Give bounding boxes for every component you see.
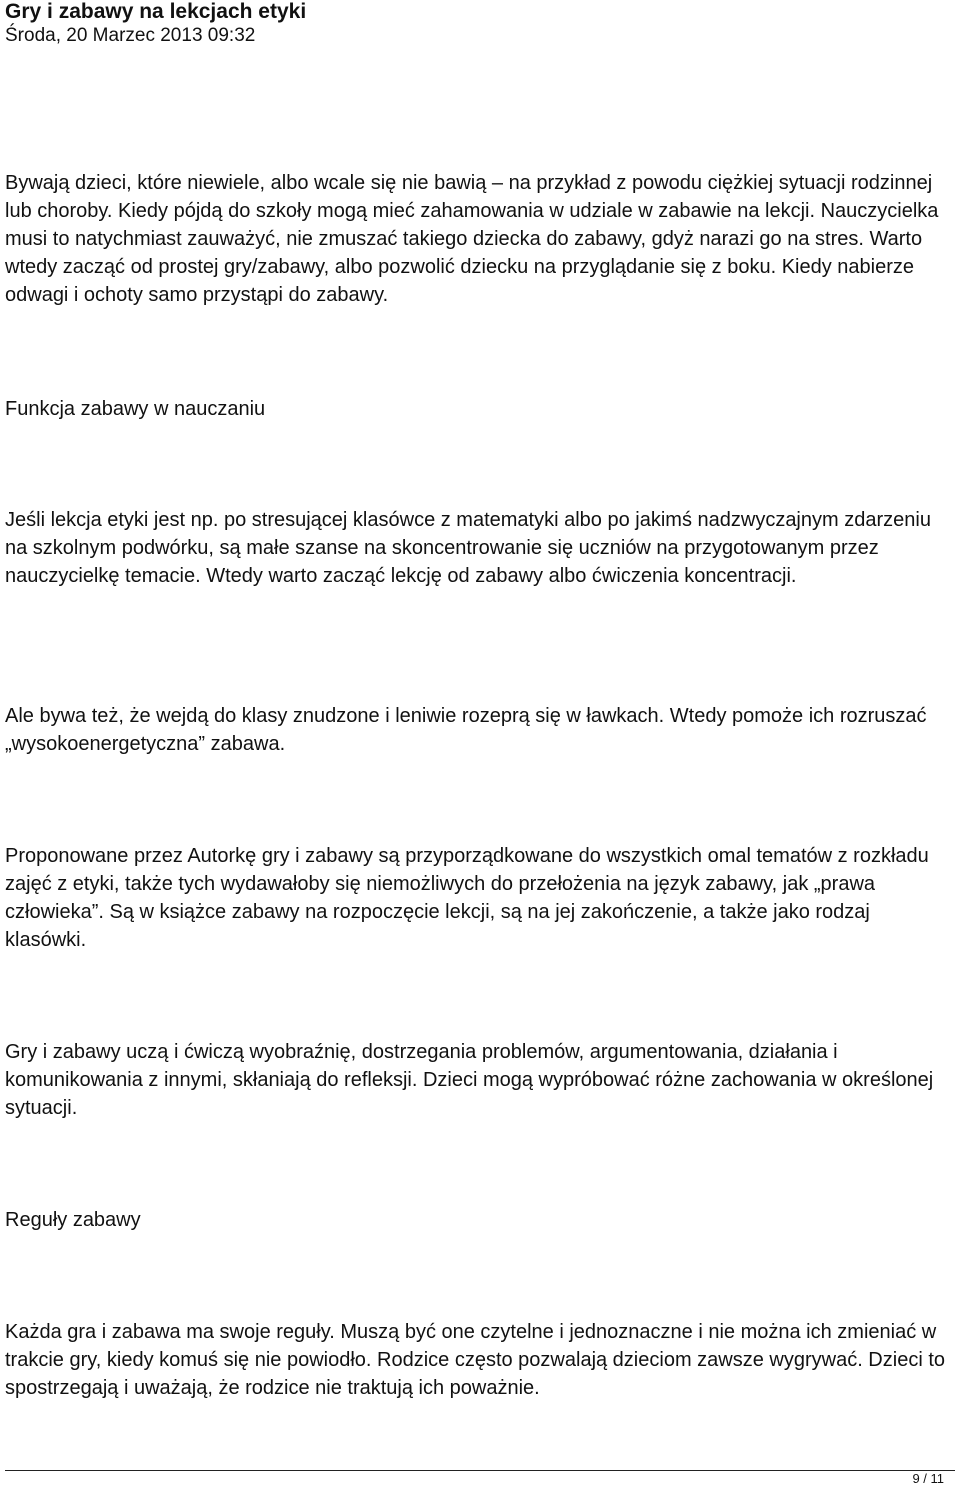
document-date: Środa, 20 Marzec 2013 09:32 — [5, 25, 256, 46]
section-heading-rules: Reguły zabawy — [5, 1209, 141, 1231]
document-header — [5, 0, 955, 48]
section-heading-function: Funkcja zabawy w nauczaniu — [5, 398, 266, 420]
paragraph-function: Jeśli lekcja etyki jest np. po stresującej klasówce z matematyki albo po jakimś nadzwyczajnym zdarzeniu na szkolnym podwórku, są małe szanse na skoncentrowanie się uczniów na przygotowanym przez nauczycielkę temacie. Wtedy warto zacząć lekcję od zabawy albo ćwiczenia koncentracji. — [5, 509, 931, 587]
paragraph-rules: Każda gra i zabawa ma swoje reguły. Muszą być one czytelne i jednoznaczne i nie można ich zmieniać w trakcie gry, kiedy komuś się nie powiodło. Rodzice często pozwalają dzieciom zawsze wygrywać. Dzieci to spostrzegają i uważają, że rodzice nie traktują ich poważnie. — [5, 1321, 945, 1399]
paragraph-proposed: Proponowane przez Autorkę gry i zabawy są przyporządkowane do wszystkich omal tematów z rozkładu zajęć z etyki, także tych wydawałoby się niemożliwych do przełożenia na język zabawy, jak „prawa człowieka”. Są w książce zabawy na rozpoczęcie lekcji, są na jej zakończenie, a także jako rodzaj klasówki. — [5, 845, 929, 951]
footer-divider — [5, 1470, 955, 1471]
paragraph-skills: Gry i zabawy uczą i ćwiczą wyobraźnię, dostrzegania problemów, argumentowania, działania i komunikowania z innymi, skłaniają do refleksji. Dzieci mogą wypróbować różne zachowania w określonej sytuacji. — [5, 1041, 934, 1119]
paragraph-intro: Bywają dzieci, które niewiele, albo wcale się nie bawią – na przykład z powodu ciężkiej sytuacji rodzinnej lub choroby. Kiedy pójdą do szkoły mogą mieć zahamowania w udziale w zabawie na lekcji. Nauczycielka musi to natychmiast zauważyć, nie zmuszać takiego dziecka do zabawy, gdyż narazi go na stres. Warto wtedy zacząć od prostej gry/zabawy, albo pozwolić dziecku na przyglądanie się z boku. Kiedy nabierze odwagi i ochoty samo przystąpi do zabawy. — [5, 172, 939, 306]
paragraph-energy: Ale bywa też, że wejdą do klasy znudzone i leniwie rozeprą się w ławkach. Wtedy pomoże ich rozruszać „wysokoenergetyczna” zabawa. — [5, 705, 927, 755]
document-title: Gry i zabawy na lekcjach etyki — [5, 0, 307, 23]
page-number: 9 / 11 — [912, 1471, 944, 1486]
